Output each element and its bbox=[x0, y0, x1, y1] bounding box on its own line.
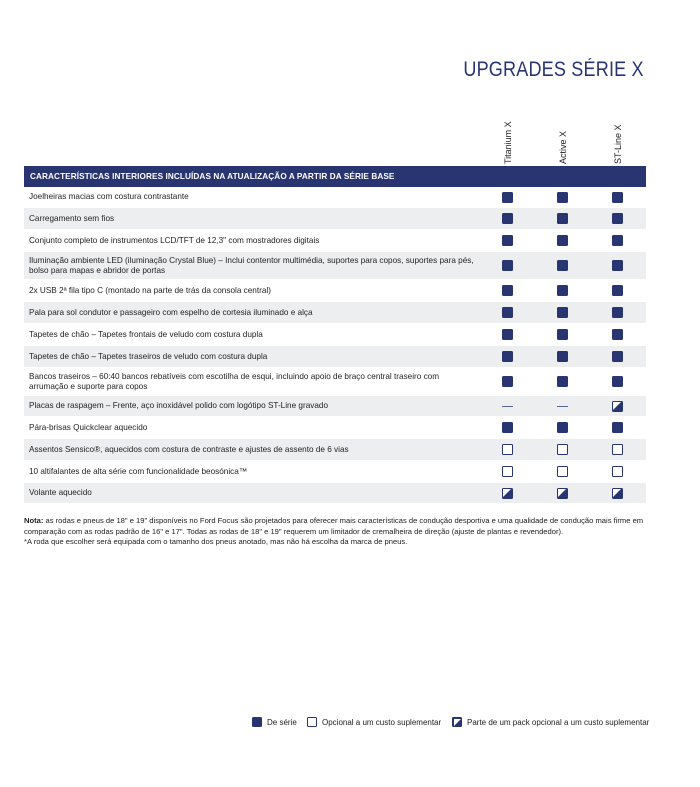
column-header-st-line-x bbox=[607, 120, 627, 164]
notes bbox=[24, 516, 654, 548]
standard-square-icon bbox=[557, 329, 568, 340]
standard-square-icon bbox=[612, 422, 623, 433]
feature-label: 10 altifalantes de alta série com funcionalidade beosónica™ bbox=[29, 466, 248, 476]
feature-label: Tapetes de chão – Tapetes traseiros de veludo com costura dupla bbox=[29, 351, 268, 361]
column-header-active-x bbox=[552, 120, 572, 164]
pack-square-icon bbox=[452, 717, 462, 727]
table-body bbox=[24, 187, 646, 504]
feature-label: Carregamento sem fios bbox=[29, 213, 115, 223]
standard-square-icon bbox=[557, 351, 568, 362]
not-available-dash-icon bbox=[557, 406, 568, 407]
standard-square-icon bbox=[502, 260, 513, 271]
optional-square-icon bbox=[612, 466, 623, 477]
pack-square-icon bbox=[612, 401, 623, 412]
footnote: *A roda que escolher será equipada com o tamanho dos pneus anotado, mas não há escolha da marca de pneus. bbox=[24, 537, 408, 546]
section-header: CARACTERÍSTICAS INTERIORES INCLUÍDAS NA ATUALIZAÇÃO A PARTIR DA SÉRIE BASE bbox=[24, 166, 646, 187]
pack-square-icon bbox=[502, 488, 513, 499]
feature-label: Bancos traseiros – 60:40 bancos rebatíveis com escotilha de esqui, incluindo apoio de braço central traseiro com arrumação e suporte para copos bbox=[29, 371, 440, 391]
table-row bbox=[24, 252, 646, 280]
standard-square-icon bbox=[252, 717, 262, 727]
legend-pack bbox=[452, 717, 649, 727]
standard-square-icon bbox=[557, 260, 568, 271]
standard-square-icon bbox=[502, 376, 513, 387]
legend-optional bbox=[307, 717, 441, 727]
standard-square-icon bbox=[557, 307, 568, 318]
note-text: as rodas e pneus de 18" e 19" disponíveis no Ford Focus são projetados para oferecer mais características de condução desportiva e uma qualidade de condução mais firme em comparação com as rodas padrão de 16" e 17". Todas as rodas de 18" e 19" requerem um limitador de cremalheira de direção (ajuste de plantas e revendedor). bbox=[24, 516, 644, 536]
column-header-label: ST-Line X bbox=[613, 124, 623, 164]
note-label: Nota: bbox=[24, 516, 44, 525]
legend-standard bbox=[252, 717, 297, 727]
feature-label: Conjunto completo de instrumentos LCD/TFT de 12,3" com mostradores digitais bbox=[29, 235, 320, 245]
feature-label: Pala para sol condutor e passageiro com espelho de cortesia iluminado e alça bbox=[29, 307, 313, 317]
legend-optional-label: Opcional a um custo suplementar bbox=[322, 717, 442, 727]
feature-label: 2x USB 2ª fila tipo C (montado na parte de trás da consola central) bbox=[29, 285, 271, 295]
optional-square-icon bbox=[502, 466, 513, 477]
standard-square-icon bbox=[502, 192, 513, 203]
table-row bbox=[24, 483, 646, 504]
table-row bbox=[24, 280, 646, 302]
optional-square-icon bbox=[307, 717, 317, 727]
standard-square-icon bbox=[502, 329, 513, 340]
standard-square-icon bbox=[612, 351, 623, 362]
table-row bbox=[24, 230, 646, 252]
feature-label: Joelheiras macias com costura contrastante bbox=[29, 192, 189, 201]
standard-square-icon bbox=[502, 285, 513, 296]
feature-label: Placas de raspagem – Frente, aço inoxidável polido com logótipo ST-Line gravado bbox=[29, 401, 329, 410]
table-row bbox=[24, 346, 646, 368]
optional-square-icon bbox=[502, 444, 513, 455]
standard-square-icon bbox=[612, 235, 623, 246]
pack-square-icon bbox=[612, 488, 623, 499]
column-header-label: Active X bbox=[558, 130, 568, 164]
standard-square-icon bbox=[612, 192, 623, 203]
table-row bbox=[24, 417, 646, 439]
table-row bbox=[24, 461, 646, 483]
legend bbox=[0, 717, 700, 731]
standard-square-icon bbox=[557, 235, 568, 246]
pack-square-icon bbox=[557, 488, 568, 499]
standard-square-icon bbox=[557, 376, 568, 387]
standard-square-icon bbox=[612, 307, 623, 318]
note-paragraph bbox=[24, 516, 654, 537]
feature-label: Pára-brisas Quickclear aquecido bbox=[29, 422, 148, 432]
table-row bbox=[24, 302, 646, 324]
standard-square-icon bbox=[502, 307, 513, 318]
table-row bbox=[24, 368, 646, 396]
standard-square-icon bbox=[612, 376, 623, 387]
standard-square-icon bbox=[502, 213, 513, 224]
optional-square-icon bbox=[557, 444, 568, 455]
table-row bbox=[24, 208, 646, 230]
standard-square-icon bbox=[612, 329, 623, 340]
standard-square-icon bbox=[557, 192, 568, 203]
optional-square-icon bbox=[557, 466, 568, 477]
page-title: UPGRADES SÉRIE X bbox=[463, 58, 644, 81]
table-row bbox=[24, 396, 646, 417]
standard-square-icon bbox=[502, 422, 513, 433]
feature-label: Assentos Sensico®, aquecidos com costura de contraste e ajustes de assento de 6 vias bbox=[29, 444, 349, 454]
table-row bbox=[24, 324, 646, 346]
column-header-titanium-x bbox=[497, 120, 517, 164]
feature-label: Iluminação ambiente LED (iluminação Crystal Blue) – Inclui contentor multimédia, suportes para copos, suportes para pés, bolso para mapas e abridor de portas bbox=[29, 255, 474, 275]
legend-pack-label: Parte de um pack opcional a um custo suplementar bbox=[467, 717, 650, 727]
standard-square-icon bbox=[502, 351, 513, 362]
standard-square-icon bbox=[612, 285, 623, 296]
table-row bbox=[24, 187, 646, 208]
standard-square-icon bbox=[612, 213, 623, 224]
optional-square-icon bbox=[612, 444, 623, 455]
table-row bbox=[24, 439, 646, 461]
features-table bbox=[24, 166, 646, 504]
standard-square-icon bbox=[557, 422, 568, 433]
feature-label: Tapetes de chão – Tapetes frontais de veludo com costura dupla bbox=[29, 329, 263, 339]
standard-square-icon bbox=[557, 213, 568, 224]
column-header-label: Titanium X bbox=[503, 121, 513, 164]
legend-standard-label: De série bbox=[267, 717, 297, 727]
not-available-dash-icon bbox=[502, 406, 513, 407]
standard-square-icon bbox=[612, 260, 623, 271]
standard-square-icon bbox=[557, 285, 568, 296]
feature-label: Volante aquecido bbox=[29, 488, 92, 497]
standard-square-icon bbox=[502, 235, 513, 246]
